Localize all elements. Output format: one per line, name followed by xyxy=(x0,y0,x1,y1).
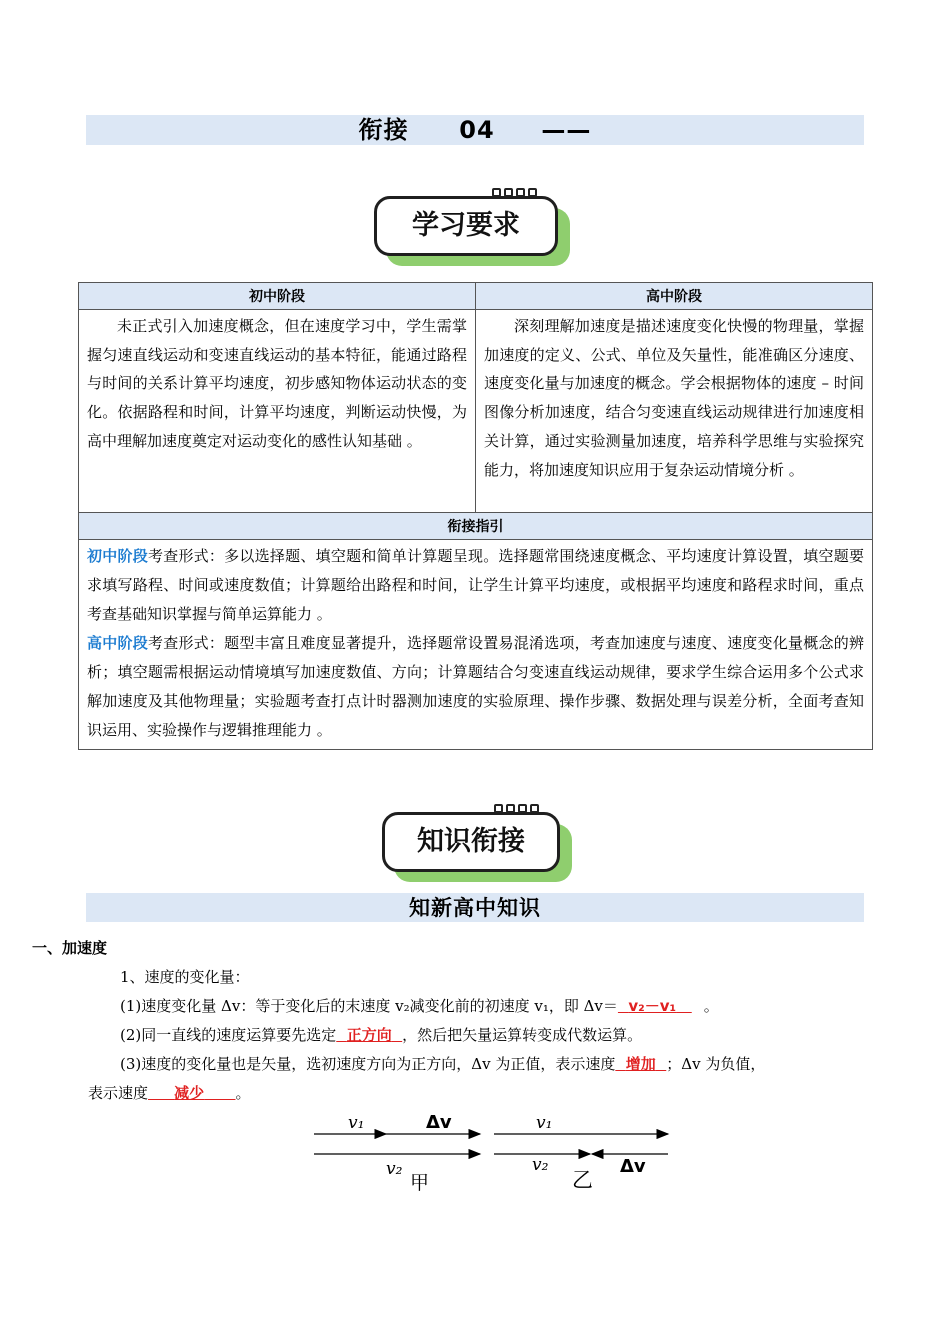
section-heading: 一、加速度 xyxy=(32,939,108,957)
guide-junior-text: 考查形式：多以选择题、填空题和简单计算题呈现。选择题常围绕速度概念、平均速度计算设置，填空题要求填写路程、时间或速度数值；计算题给出路程和时间，让学生计算平均速度，或根据平均速度和路程求时间，重点考查基础知识掌握与简单运算能力 。 xyxy=(87,547,864,623)
p3-text: (3)速度的变化量也是矢量，选初速度方向为正方向，Δv 为正值，表示速度 xyxy=(120,1055,616,1073)
p3-mid: ；Δv 为负值， xyxy=(666,1055,766,1073)
left-dv-label: Δv xyxy=(426,1112,452,1133)
p2-end: ，然后把矢量运算转变成代数运算。 xyxy=(402,1026,643,1044)
guide-junior-label: 初中阶段 xyxy=(87,547,148,565)
tag-requirements xyxy=(374,196,572,268)
junior-text: 未正式引入加速度概念，但在速度学习中，学生需掌握匀速直线运动和变速直线运动的基本特征，能通过路程与时间的关系计算平均速度，初步感知物体运动状态的变化。依据路程和时间，计算平均速度，判断运动快慢，为高中理解加速度奠定对运动变化的感性认知基础 。 xyxy=(79,310,476,513)
paragraph-3-cont xyxy=(88,1082,251,1103)
p3-end: 。 xyxy=(235,1084,251,1102)
title-part1: 衔接 xyxy=(358,116,409,144)
p3-text-2: 表示速度 xyxy=(88,1084,149,1102)
binder-rings-icon xyxy=(492,188,537,197)
junior-header: 初中阶段 xyxy=(79,283,476,310)
knowledge-banner: 知新高中知识 xyxy=(86,893,864,922)
p1-answer: v₂－v₁ xyxy=(628,997,677,1015)
paragraph-1 xyxy=(120,995,719,1016)
title-part3: —— xyxy=(541,116,592,144)
p3-answer-2: 减少 xyxy=(174,1084,205,1102)
p2-answer: 正方向 xyxy=(346,1026,392,1044)
p3-answer-1: 增加 xyxy=(625,1055,656,1073)
binder-rings-icon xyxy=(494,804,539,813)
left-v2-label: v₂ xyxy=(386,1159,403,1179)
guide-content xyxy=(79,540,873,750)
tag-knowledge-label: 知识衔接 xyxy=(382,812,560,872)
title-banner xyxy=(86,115,864,145)
item-1: 1、速度的变化量： xyxy=(120,968,250,986)
guide-senior-text: 考查形式：题型丰富且难度显著提升，选择题常设置易混淆选项，考查加速度与速度、速度变化量概念的辨析；填空题需根据运动情境填写加速度数值、方向；计算题结合匀变速直线运动规律，要求学生综合运用多个公式求解加速度及其他物理量；实验题考查打点计时器测加速度的实验原理、操作步骤、数据处理与误差分析，全面考查知识运用、实验操作与逻辑推理能力 。 xyxy=(87,634,864,739)
vector-diagram xyxy=(300,1105,680,1200)
tag-requirements-label: 学习要求 xyxy=(374,196,558,256)
right-dv-label: Δv xyxy=(620,1156,646,1177)
senior-text: 深刻理解加速度是描述速度变化快慢的物理量，掌握加速度的定义、公式、单位及矢量性，能准确区分速度、速度变化量与加速度的概念。学会根据物体的速度 – 时间图像分析加速度，结合匀变速直线运动规律进行加速度相关计算，通过实验测量加速度，培养科学思维与实验探究能力，将加速度知识应用于复杂运动情境分析 。 xyxy=(476,310,873,513)
right-caption: 乙 xyxy=(572,1168,593,1192)
p2-text: (2)同一直线的速度运算要先选定 xyxy=(120,1026,337,1044)
left-v1-label: v₁ xyxy=(348,1113,365,1133)
paragraph-2 xyxy=(120,1024,642,1045)
p1-end: 。 xyxy=(703,997,719,1015)
tag-knowledge xyxy=(382,812,572,884)
guide-senior-label: 高中阶段 xyxy=(87,634,148,652)
left-caption: 甲 xyxy=(410,1172,430,1194)
right-v1-label: v₁ xyxy=(536,1113,553,1133)
senior-header: 高中阶段 xyxy=(476,283,873,310)
paragraph-3 xyxy=(120,1053,765,1074)
title-part2: 04 xyxy=(459,116,495,144)
requirements-table xyxy=(78,282,873,750)
right-v2-label: v₂ xyxy=(532,1155,549,1175)
guide-header: 衔接指引 xyxy=(79,513,873,540)
p1-text: (1)速度变化量 Δv：等于变化后的末速度 v₂减变化前的初速度 v₁，即 Δv＝ xyxy=(120,997,618,1015)
